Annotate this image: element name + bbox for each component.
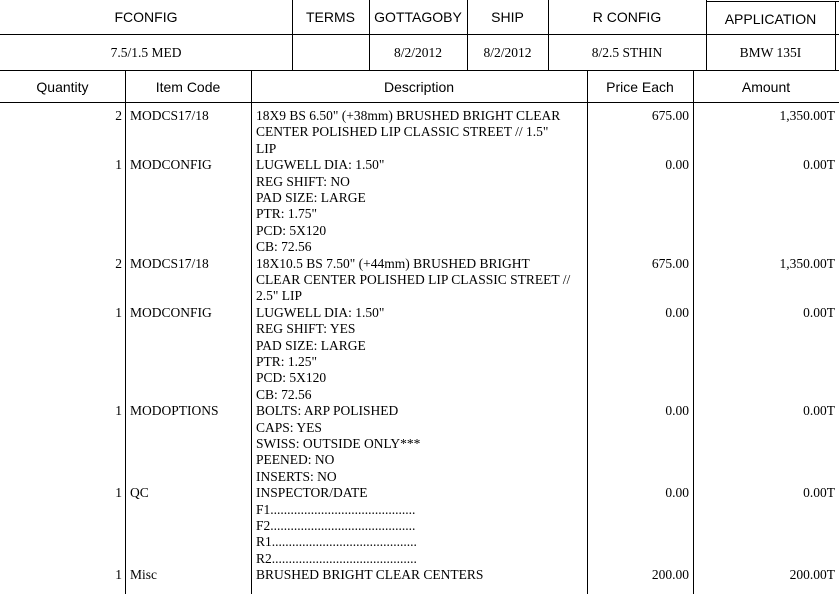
gottagoby-label: GOTTAGOBY	[374, 9, 462, 25]
item-code: MODOPTIONS	[130, 403, 219, 419]
column-header-item-code: Item Code	[155, 78, 221, 95]
item-amount: 1,350.00T	[779, 255, 835, 271]
item-amount: 200.00T	[789, 567, 835, 583]
item-amount: 1,350.00T	[779, 108, 835, 123]
description-line: PCD: 5X120	[256, 370, 327, 386]
item-code: MODCS17/18	[130, 255, 209, 271]
item-amount: 0.00T	[803, 157, 835, 173]
description-line: PCD: 5X120	[256, 222, 327, 238]
application-value: BMW 135I	[739, 44, 802, 60]
item-price-each: 675.00	[651, 255, 689, 271]
description-line: PEENED: NO	[256, 452, 335, 468]
item-quantity: 2	[115, 108, 122, 123]
description-line: INSPECTOR/DATE	[256, 485, 368, 501]
description-line: REG SHIFT: YES	[256, 321, 356, 337]
item-quantity: 2	[115, 255, 122, 271]
description-line: LIP	[256, 140, 277, 156]
description-line: R1...........................................	[256, 534, 417, 550]
rconfig-label: R CONFIG	[592, 9, 662, 25]
description-line: CENTER POLISHED LIP CLASSIC STREET // 1.5"	[256, 124, 549, 140]
item-code: MODCONFIG	[130, 157, 212, 173]
item-amount: 0.00T	[803, 403, 835, 419]
description-line: 2.5" LIP	[256, 288, 303, 304]
item-amount: 0.00T	[803, 304, 835, 320]
item-code: MODCS17/18	[130, 108, 209, 123]
column-header-price-each: Price Each	[606, 78, 674, 95]
item-code: Misc	[130, 567, 157, 583]
item-price-each: 0.00	[665, 304, 689, 320]
item-price-each: 200.00	[651, 567, 689, 583]
description-line: REG SHIFT: NO	[256, 173, 350, 189]
item-quantity: 1	[115, 567, 122, 583]
description-line: PAD SIZE: LARGE	[256, 337, 366, 353]
terms-label: TERMS	[306, 9, 355, 25]
item-description	[256, 403, 420, 485]
description-line: BRUSHED BRIGHT CLEAR CENTERS	[256, 567, 484, 583]
item-quantity: 1	[115, 485, 122, 501]
item-code: QC	[130, 485, 149, 501]
description-line: F2...........................................	[256, 517, 416, 533]
item-price-each: 675.00	[651, 108, 689, 123]
description-line: CAPS: YES	[256, 419, 322, 435]
item-description	[256, 108, 560, 157]
item-description	[256, 305, 384, 403]
gottagoby-value: 8/2/2012	[393, 44, 442, 60]
application-label: APPLICATION	[724, 11, 817, 27]
description-line: 18X9 BS 6.50" (+38mm) BRUSHED BRIGHT CLEAR	[256, 108, 561, 123]
description-line: PAD SIZE: LARGE	[256, 189, 366, 205]
column-header-amount: Amount	[741, 78, 791, 95]
item-quantity: 1	[115, 403, 122, 419]
description-line: PTR: 1.25"	[256, 353, 318, 369]
column-header-description: Description	[383, 78, 455, 95]
item-description	[256, 256, 570, 305]
description-line: F1...........................................	[256, 501, 416, 517]
fconfig-value: 7.5/1.5 MED	[110, 44, 182, 60]
description-line: BOLTS: ARP POLISHED	[256, 403, 399, 419]
item-quantity: 1	[115, 157, 122, 173]
fconfig-label: FCONFIG	[114, 9, 178, 25]
divider	[835, 1, 836, 70]
description-line: CLEAR CENTER POLISHED LIP CLASSIC STREET //	[256, 271, 571, 287]
ship-value: 8/2/2012	[483, 44, 532, 60]
divider	[693, 70, 694, 594]
description-line: PTR: 1.75"	[256, 206, 318, 222]
description-line: 18X10.5 BS 7.50" (+44mm) BRUSHED BRIGHT	[256, 255, 530, 271]
item-description	[256, 485, 417, 567]
description-line: CB: 72.56	[256, 386, 312, 402]
item-code: MODCONFIG	[130, 304, 212, 320]
divider	[251, 70, 252, 594]
item-quantity: 1	[115, 304, 122, 320]
description-line: LUGWELL DIA: 1.50"	[256, 157, 385, 173]
ship-label: SHIP	[491, 9, 524, 25]
description-line: CB: 72.56	[256, 239, 312, 255]
divider	[125, 70, 126, 594]
item-price-each: 0.00	[665, 485, 689, 501]
item-price-each: 0.00	[665, 403, 689, 419]
description-line: SWISS: OUTSIDE ONLY***	[256, 435, 421, 451]
item-description	[256, 157, 384, 255]
rconfig-value: 8/2.5 STHIN	[591, 44, 663, 60]
divider	[587, 70, 588, 594]
description-line: LUGWELL DIA: 1.50"	[256, 304, 385, 320]
item-description	[256, 567, 483, 583]
description-line: INSERTS: NO	[256, 468, 337, 484]
item-price-each: 0.00	[665, 157, 689, 173]
terms-value	[292, 35, 369, 70]
description-line: R2...........................................	[256, 550, 417, 566]
column-header-quantity: Quantity	[36, 78, 89, 95]
item-amount: 0.00T	[803, 485, 835, 501]
